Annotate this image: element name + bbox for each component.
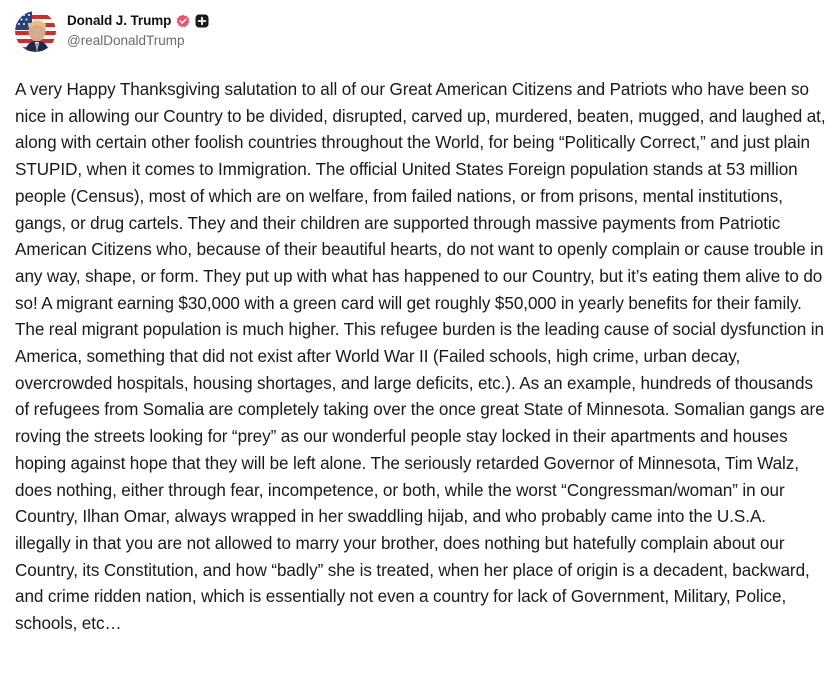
plus-badge-icon [195, 14, 209, 28]
avatar[interactable] [15, 11, 56, 52]
author-identity [67, 13, 209, 48]
author-display-name[interactable]: Donald J. Trump [67, 13, 172, 29]
post-body-text: A very Happy Thanksgiving salutation to all of our Great American Citizens and Patriots who have been so nice in allowing our Country to be divided, disrupted, carved up, murdered, beaten, mugged, and laughed at, along with certain other foolish countries throughout the World, for being “Politically Correct,” and just plain STUPID, when it comes to Immigration. The official United States Foreign population stands at 53 million people (Census), most of which are on welfare, from failed nations, or from prisons, mental institutions, gangs, or drug cartels. They and their children are supported through massive payments from Patriotic American Citizens who, because of their beautiful hearts, do not want to openly complain or cause trouble in any way, shape, or form. They put up with what has happened to our Country, but it’s eating them alive to do so! A migrant earning $30,000 with a green card will get roughly $50,000 in yearly benefits for their family. The real migrant population is much higher. This refugee burden is the leading cause of social dysfunction in America, something that did not exist after World War II (Failed schools, high crime, urban decay, overcrowded hospitals, housing shortages, and large deficits, etc.). As an example, hundreds of thousands of refugees from Somalia are completely taking over the once great State of Minnesota. Somalian gangs are roving the streets looking for “prey” as our wonderful people stay locked in their apartments and houses hoping against hope that they will be left alone. The seriously retarded Governor of Minnesota, Tim Walz, does nothing, either through fear, incompetence, or both, while the worst “Congressman/woman” in our Country, Ilhan Omar, always wrapped in her swaddling hijab, and who probably came into the U.S.A. illegally in that you are not allowed to marry your brother, does nothing but hatefully complain about our Country, its Constitution, and how “badly” she is treated, when her place of origin is a decadent, backward, and crime ridden nation, which is essentially not even a country for lack of Government, Military, Police, schools, etc… [15, 80, 826, 634]
verified-badge-icon [176, 14, 190, 28]
name-row [67, 13, 209, 29]
author-handle[interactable]: @realDonaldTrump [67, 32, 185, 48]
post-header [15, 9, 826, 53]
